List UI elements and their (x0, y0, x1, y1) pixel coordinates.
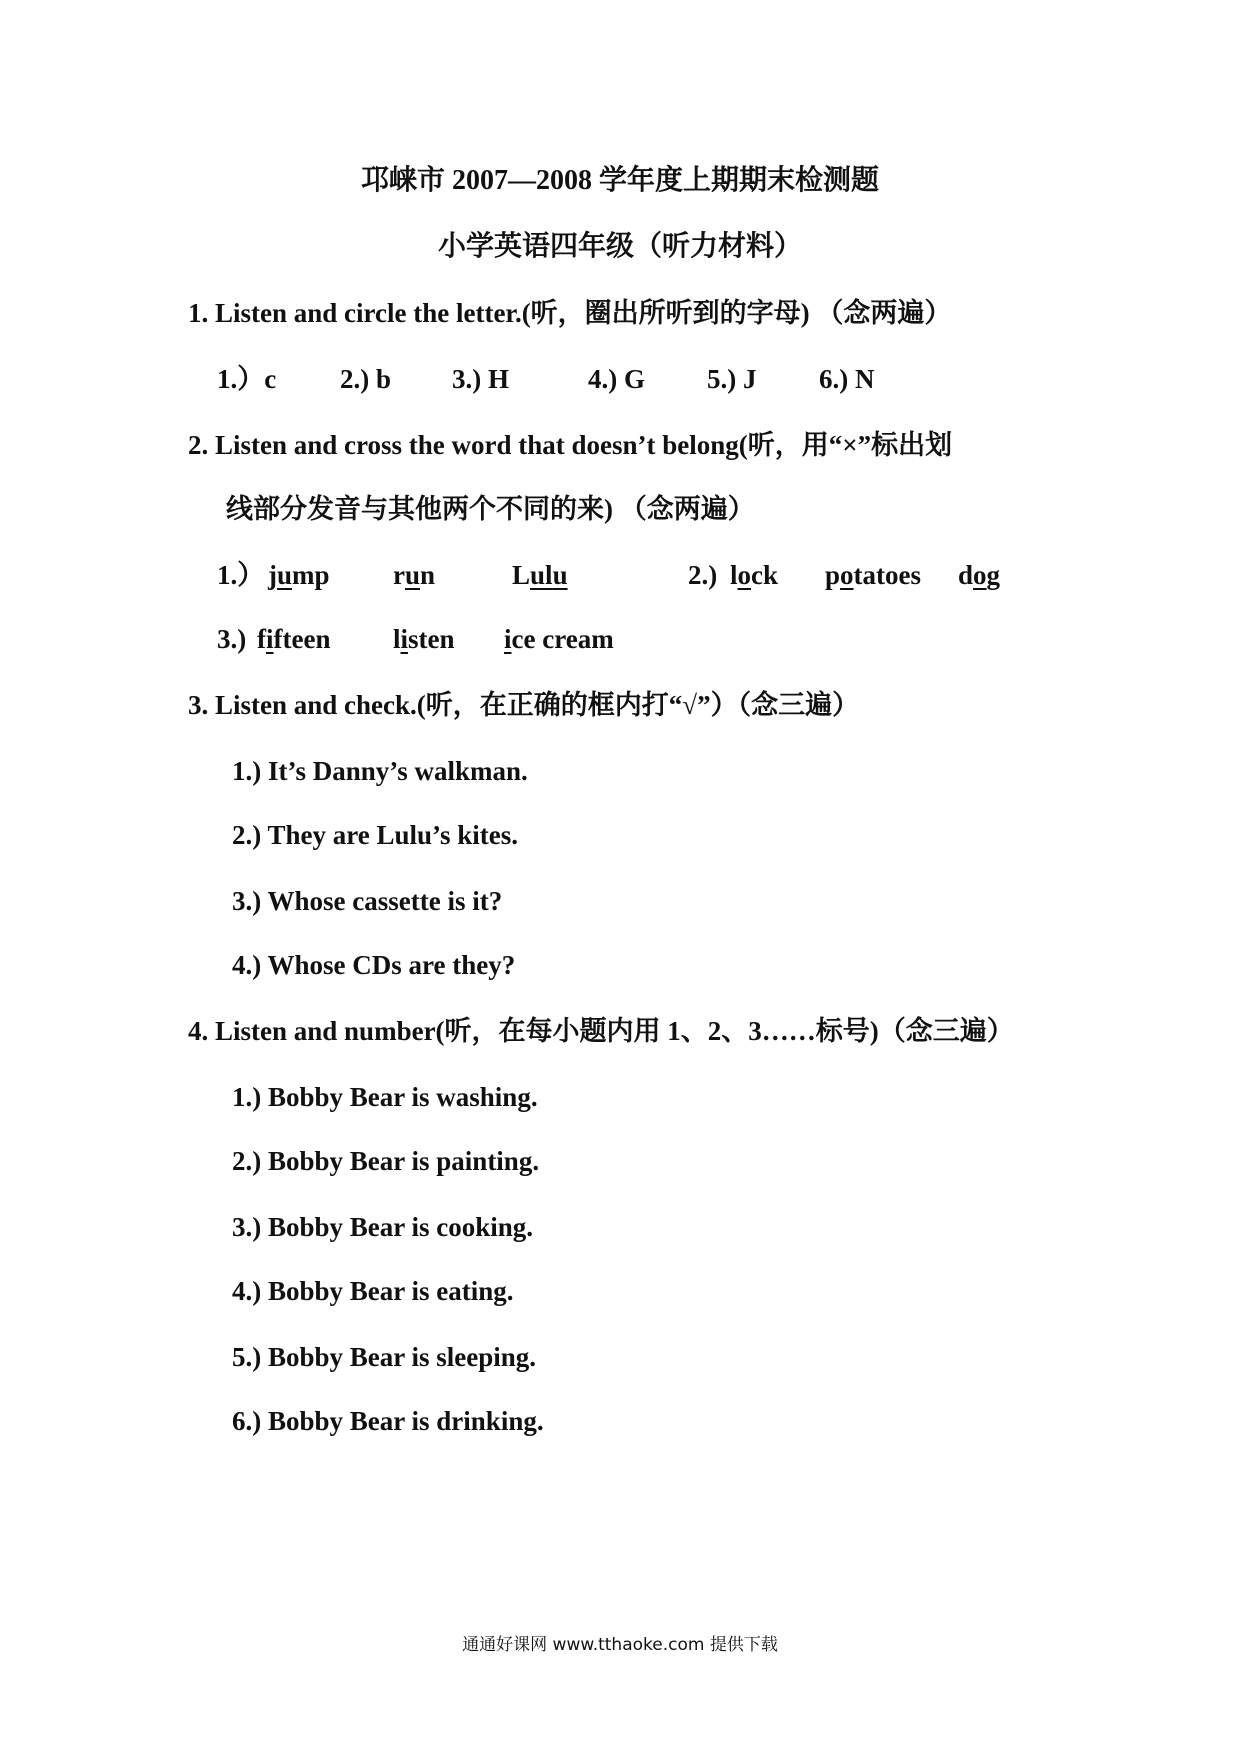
section3-item: 3.) Whose cassette is it? (232, 886, 503, 916)
section2-heading-continued: 线部分发音与其他两个不同的来) （念两遍） (226, 494, 755, 524)
page-title: 邛崃市 2007—2008 学年度上期期末检测题 (360, 165, 879, 196)
section1-item: 5.) J (707, 364, 757, 394)
section1-item: 4.) G (588, 364, 645, 394)
section1-item: 3.) H (452, 364, 509, 394)
word-ice-cream: ice cream (504, 624, 614, 654)
section2-heading: 2. Listen and cross the word that doesn’t belong(听，用“×”标出划 (188, 430, 953, 460)
section3-item: 4.) Whose CDs are they? (232, 950, 516, 980)
section4-item: 5.) Bobby Bear is sleeping. (232, 1342, 537, 1372)
section4-item: 2.) Bobby Bear is painting. (232, 1146, 540, 1176)
section3-heading: 3. Listen and check.(听，在正确的框内打“√”）（念三遍） (188, 690, 860, 720)
word-potatoes: potatoes (825, 560, 922, 590)
section2-row2-number: 3.) (217, 624, 247, 654)
word-run: run (393, 560, 436, 590)
section4-item: 6.) Bobby Bear is drinking. (232, 1406, 544, 1436)
page-subtitle: 小学英语四年级（听力材料） (437, 231, 802, 262)
footer-credit: 通通好课网 www.tthaoke.com 提供下载 (462, 1635, 778, 1655)
section2-row1-number-2: 2.) (688, 560, 718, 590)
section4-heading: 4. Listen and number(听，在每小题内用 1、2、3……标号)（念三遍） (188, 1016, 1014, 1046)
word-dog: dog (958, 560, 1001, 590)
word-fifteen: fifteen (257, 624, 331, 654)
section4-item: 3.) Bobby Bear is cooking. (232, 1212, 534, 1242)
section2-row1-number: 1.） (217, 560, 265, 590)
section3-item: 1.) It’s Danny’s walkman. (232, 756, 528, 786)
section1-item: 1.）c (217, 364, 277, 394)
section1-heading: 1. Listen and circle the letter.(听，圈出所听到的字母) （念两遍） (188, 298, 952, 328)
word-listen: listen (393, 624, 455, 654)
section1-item: 6.) N (819, 364, 875, 394)
section3-item: 2.) They are Lulu’s kites. (232, 820, 519, 850)
section1-item: 2.) b (340, 364, 392, 394)
word-lulu: Lulu (512, 560, 568, 590)
word-jump: jump (268, 560, 330, 590)
section4-item: 1.) Bobby Bear is washing. (232, 1082, 538, 1112)
word-lock: lock (730, 560, 779, 590)
section4-item: 4.) Bobby Bear is eating. (232, 1276, 514, 1306)
